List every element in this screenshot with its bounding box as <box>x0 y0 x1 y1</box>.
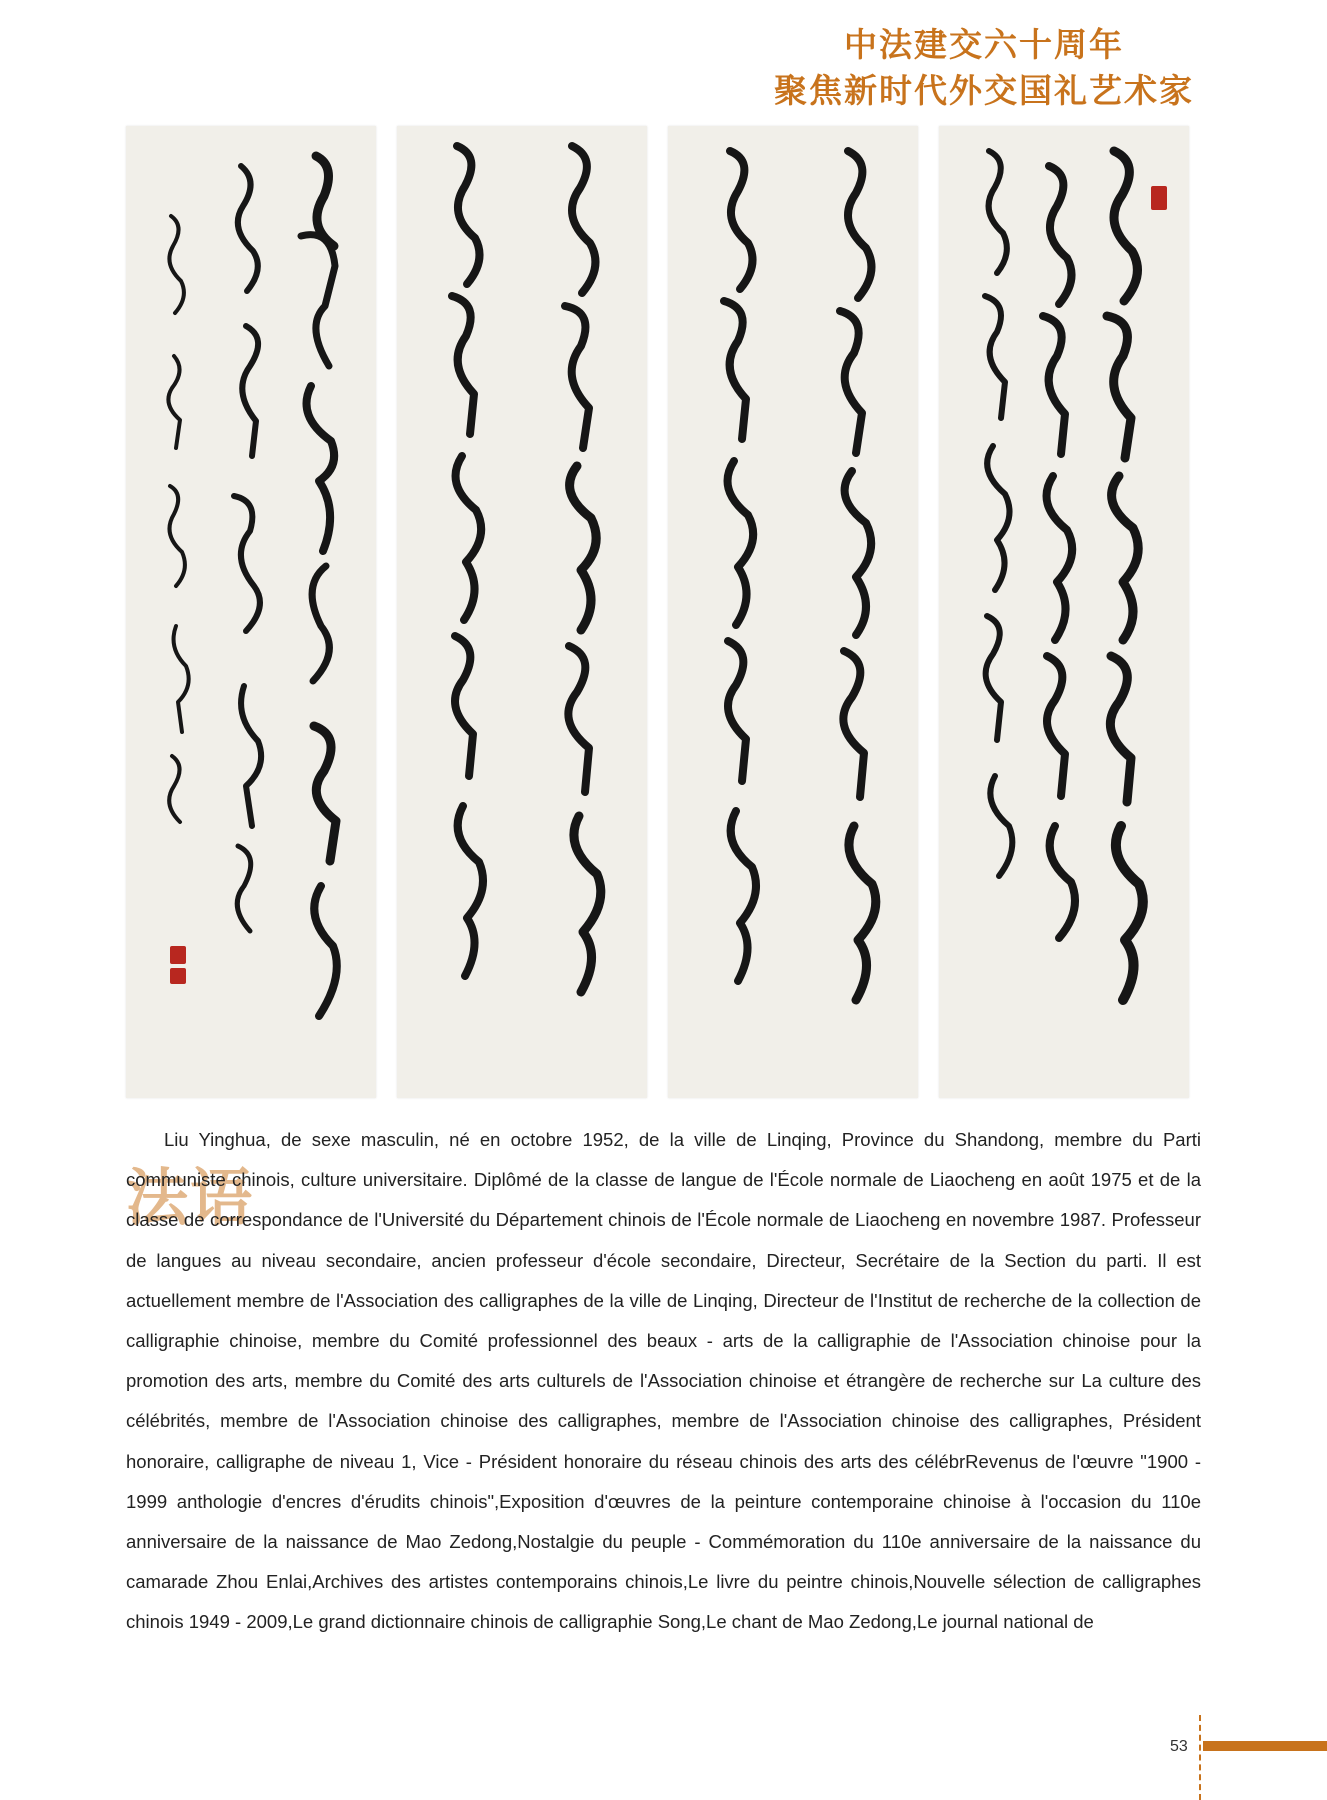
seal-stamp <box>170 968 186 984</box>
calligraphy-strokes-1 <box>126 126 376 1098</box>
page-number: 53 <box>1170 1738 1188 1755</box>
footer-divider <box>1199 1715 1201 1800</box>
seal-stamp <box>170 946 186 964</box>
artist-biography: Liu Yinghua, de sexe masculin, né en octobre 1952, de la ville de Linqing, Province du Shandong, membre du Parti communiste chinois, culture universitaire. Diplômé de la classe de langue de l'École normale de Liaocheng en août 1975 et de la classe de correspondance de l'Université du Département chinois de l'École normale de Liaocheng en novembre 1987. Professeur de langues au niveau secondaire, ancien professeur d'école secondaire, Directeur, Secrétaire de la Section du parti. Il est actuellement membre de l'Association des calligraphes de la ville de Linqing, Directeur de l'Institut de recherche de la collection de calligraphie chinoise, membre du Comité professionnel des beaux - arts de la calligraphie de l'Association chinoise pour la promotion des arts, membre du Comité des arts culturels de l'Association chinoise et étrangère de recherche sur La culture des célébrités, membre de l'Association chinoise des calligraphes, membre de l'Association chinoise des calligraphes, Président honoraire, calligraphe de niveau 1, Vice - Président honoraire du réseau chinois des arts des célébrRevenus de l'œuvre "1900 - 1999 anthologie d'encres d'érudits chinois",Exposition d'œuvres de la peinture contemporaine chinoise à l'occasion du 110e anniversaire de la naissance de Mao Zedong,Nostalgie du peuple - Commémoration du 110e anniversaire de la naissance du camarade Zhou Enlai,Archives des artistes contemporains chinois,Le livre du peintre chinois,Nouvelle sélection de calligraphes chinois 1949 - 2009,Le grand dictionnaire chinois de calligraphie Song,Le chant de Mao Zedong,Le journal national de <box>126 1129 1201 1633</box>
header-title-line1: 中法建交六十周年 <box>844 25 1124 64</box>
header-title-line2: 聚焦新时代外交国礼艺术家 <box>774 71 1194 110</box>
calligraphy-panel-3 <box>668 126 918 1098</box>
seal-stamp <box>1151 186 1167 210</box>
calligraphy-strokes-2 <box>397 126 647 1098</box>
calligraphy-panel-2 <box>397 126 647 1098</box>
calligraphy-artwork <box>126 126 1201 1098</box>
calligraphy-panel-1 <box>126 126 376 1098</box>
calligraphy-strokes-3 <box>668 126 918 1098</box>
calligraphy-panel-4 <box>939 126 1189 1098</box>
calligraphy-strokes-4 <box>939 126 1189 1098</box>
language-label: 法语 <box>126 1161 255 1234</box>
page-header <box>774 22 1194 114</box>
footer-accent-bar <box>1203 1741 1327 1751</box>
